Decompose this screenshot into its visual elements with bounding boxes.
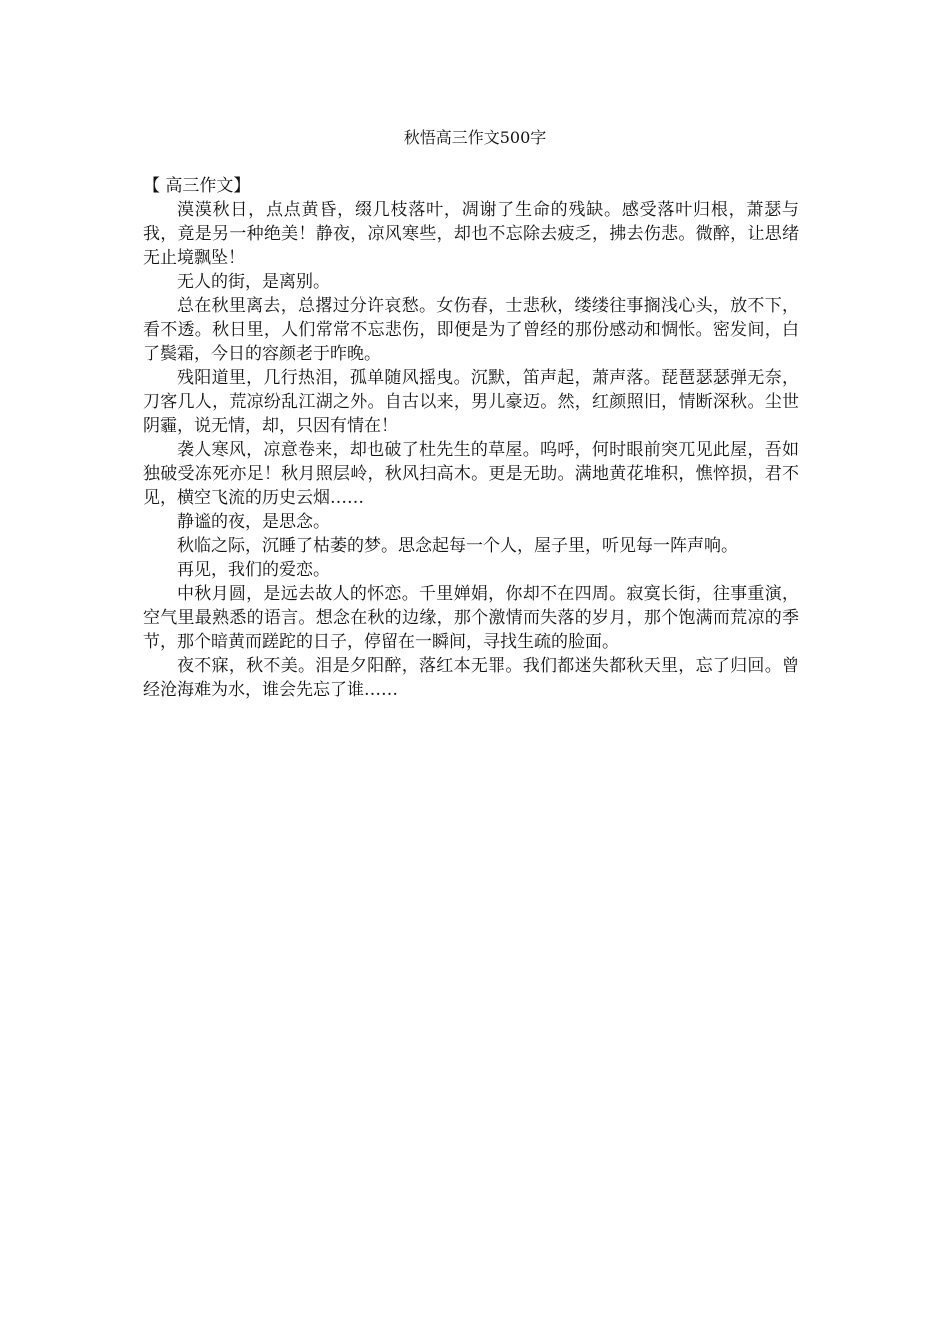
paragraph-9: 中秋月圆，是远去故人的怀恋。千里婵娟，你却不在四周。寂寞长街，往事重演，空气里最熟悉的语言。想念在秋的边缘，那个激情而失落的岁月，那个饱满而荒凉的季节，那个暗黄而蹉跎的日子，停留在一瞬间，寻找生疏的脸面。 [143, 584, 799, 652]
section-label: 【 高三作文】 [143, 176, 251, 196]
paragraph-7: 秋临之际，沉睡了枯萎的梦。思念起每一个人，屋子里，听见每一阵声响。 [177, 536, 738, 556]
paragraph-10: 夜不寐，秋不美。泪是夕阳醉，落红本无罪。我们都迷失都秋天里，忘了归回。曾经沧海难为水，谁会先忘了谁…… [143, 656, 799, 700]
document-title: 秋悟高三作文500字 [403, 128, 547, 147]
paragraph-4: 残阳道里，几行热泪，孤单随风摇曳。沉默，笛声起，萧声落。琵琶瑟瑟弹无奈，刀客几人，荒凉纷乱江湖之外。自古以来，男儿豪迈。然，红颜照旧，情断深秋。尘世阴霾，说无情，却，只因有情在！ [143, 368, 799, 436]
paragraph-2: 无人的街，是离别。 [177, 272, 330, 292]
document-body [143, 174, 799, 702]
paragraph-8: 再见，我们的爱恋。 [177, 560, 330, 580]
paragraph-3: 总在秋里离去，总撂过分许哀愁。女伤春，士悲秋，缕缕往事搁浅心头，放不下，看不透。秋日里，人们常常不忘悲伤，即便是为了曾经的那份感动和惆怅。密发间，白了鬓霜，今日的容颜老于昨晚。 [143, 296, 799, 364]
paragraph-1: 漠漠秋日，点点黄昏，缀几枝落叶，凋谢了生命的残缺。感受落叶归根，萧瑟与我，竟是另一种绝美！静夜，凉风寒些，却也不忘除去疲乏，拂去伤悲。微醉，让思绪无止境飘坠！ [143, 200, 799, 268]
paragraph-5: 袭人寒风，凉意卷来，却也破了杜先生的草屋。呜呼，何时眼前突兀见此屋，吾如独破受冻死亦足！秋月照层岭，秋风扫高木。更是无助。满地黄花堆积，憔悴损，君不见，横空飞流的历史云烟…… [143, 440, 799, 508]
paragraph-6: 静谧的夜，是思念。 [177, 512, 330, 532]
